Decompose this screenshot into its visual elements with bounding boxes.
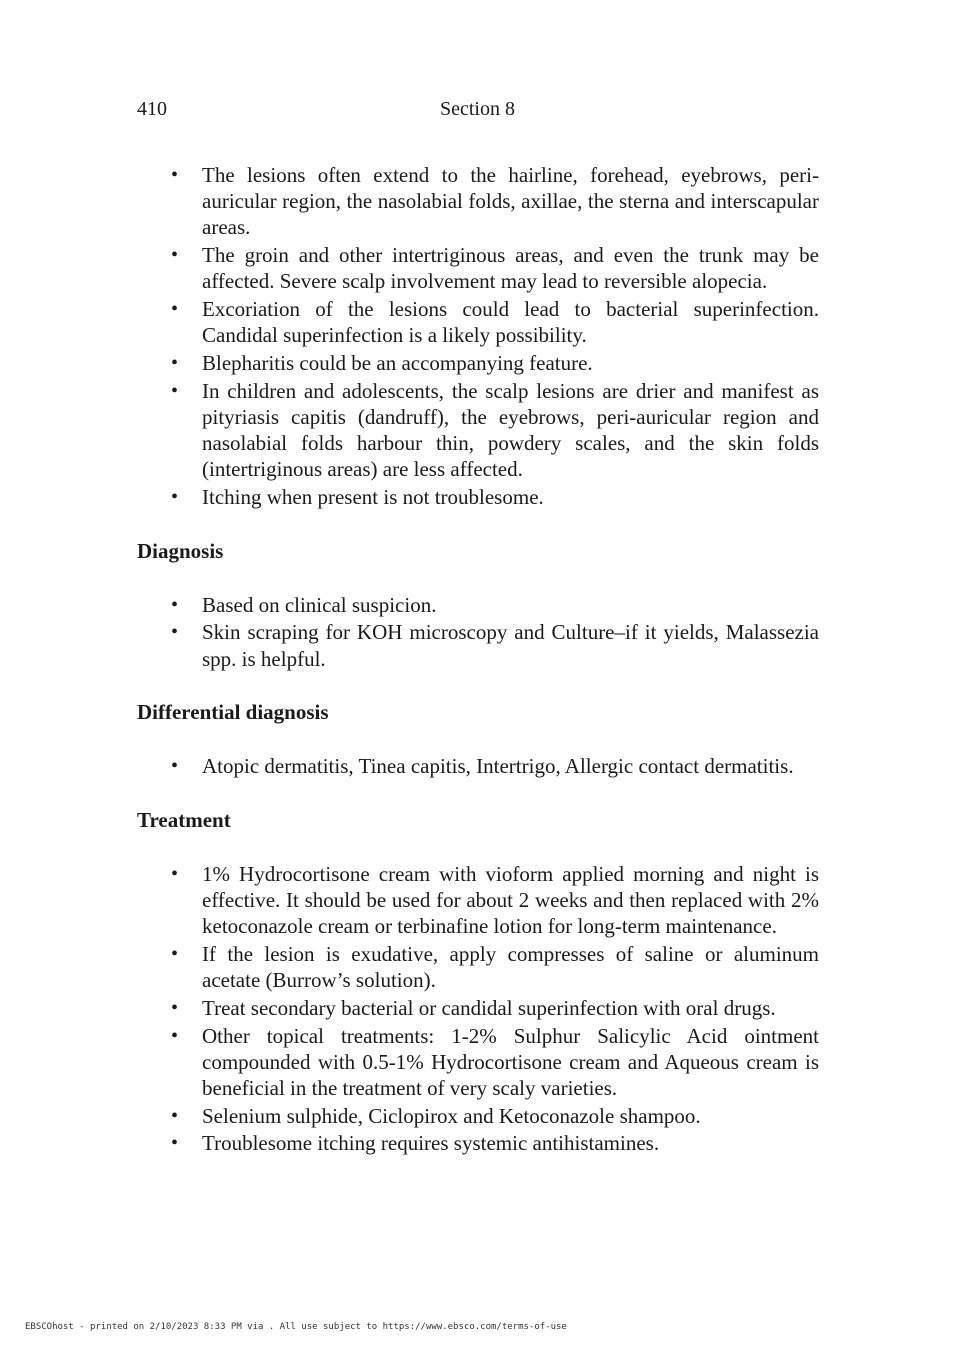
differential-list <box>137 753 819 779</box>
bullet-icon: • <box>171 1132 179 1155</box>
list-item: • The groin and other intertriginous areas, and even the trunk may be affected. Severe scalp involvement may lead to reversible alopecia. <box>171 243 819 294</box>
list-item: • 1% Hydrocortisone cream with vioform applied morning and night is effective. It should be used for about 2 weeks and then replaced with 2% ketoconazole cream or terbinafine lotion for long-term maintenance. <box>171 861 819 939</box>
section-title: Section 8 <box>440 98 515 120</box>
footer-notice: EBSCOhost - printed on 2/10/2023 8:33 PM via . All use subject to https://www.ebsco.com/terms-of-use <box>25 1322 567 1332</box>
intro-list <box>137 162 819 510</box>
list-item: • Atopic dermatitis, Tinea capitis, Intertrigo, Allergic contact dermatitis. <box>171 754 794 779</box>
bullet-icon: • <box>171 244 179 267</box>
list-item: • Other topical treatments: 1-2% Sulphur Salicylic Acid ointment compounded with 0.5-1% Hydrocortisone cream and Aqueous cream is beneficial in the treatment of very scaly varieties. <box>171 1023 819 1101</box>
bullet-icon: • <box>171 379 179 402</box>
list-item: • Selenium sulphide, Ciclopirox and Ketoconazole shampoo. <box>171 1103 701 1128</box>
bullet-icon: • <box>171 996 179 1019</box>
bullet-icon: • <box>171 485 179 508</box>
list-item: • If the lesion is exudative, apply compresses of saline or aluminum acetate (Burrow’s solution). <box>171 942 819 993</box>
treatment-list <box>137 861 819 1157</box>
diagnosis-list <box>137 592 819 672</box>
list-item: • The lesions often extend to the hairline, forehead, eyebrows, peri-auricular region, the nasolabial folds, axillae, the sterna and interscapular areas. <box>171 163 819 240</box>
differential-heading: Differential diagnosis <box>137 700 329 725</box>
list-item: • Troublesome itching requires systemic antihistamines. <box>171 1131 660 1156</box>
page-content <box>137 162 819 1158</box>
bullet-icon: • <box>171 164 179 186</box>
bullet-icon: • <box>171 351 179 374</box>
bullet-icon: • <box>171 862 179 885</box>
bullet-icon: • <box>171 1104 179 1127</box>
page-number: 410 <box>137 98 167 120</box>
bullet-icon: • <box>171 755 179 778</box>
treatment-heading: Treatment <box>137 807 231 832</box>
list-item: • Skin scraping for KOH microscopy and Culture–if it yields, Malassezia spp. is helpful. <box>171 620 819 671</box>
bullet-icon: • <box>171 298 179 321</box>
list-item: • Based on clinical suspicion. <box>171 592 437 617</box>
list-item: • Itching when present is not troublesome. <box>171 484 544 509</box>
list-item: • Treat secondary bacterial or candidal superinfection with oral drugs. <box>171 995 776 1020</box>
bullet-icon: • <box>171 621 179 644</box>
list-item: • Blepharitis could be an accompanying feature. <box>171 350 593 375</box>
bullet-icon: • <box>171 1024 179 1047</box>
list-item: • In children and adolescents, the scalp lesions are drier and manifest as pityriasis capitis (dandruff), the eyebrows, peri-auricular region and nasolabial folds harbour thin, powdery scales, and the skin folds (intertriginous areas) are less affected. <box>171 378 819 482</box>
diagnosis-heading: Diagnosis <box>137 538 224 563</box>
bullet-icon: • <box>171 943 179 966</box>
list-item: • Excoriation of the lesions could lead to bacterial superinfection. Candidal superinfection is a likely possibility. <box>171 297 819 348</box>
bullet-icon: • <box>171 593 179 616</box>
